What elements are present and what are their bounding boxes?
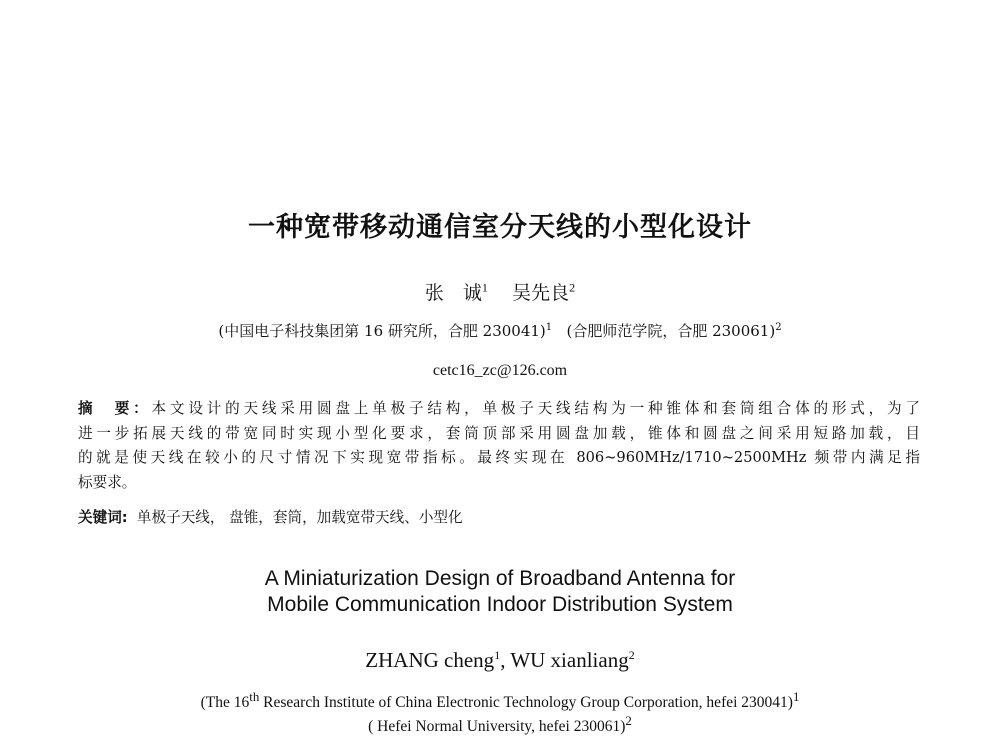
abstract-line: 标要求。: [78, 473, 137, 491]
chinese-abstract: [78, 397, 920, 495]
ordinal-suffix: th: [249, 688, 260, 704]
chinese-title: 一种宽带移动通信室分天线的小型化设计: [248, 212, 752, 243]
english-affiliation-1-sup: 1: [792, 688, 800, 704]
abstract-line: 摘 要：本文设计的天线采用圆盘上单极子结构，单极子天线结构为一种锥体和套筒组合体的形式，为了: [78, 400, 920, 417]
english-author-2: WU xianliang: [510, 648, 629, 672]
author-2-sup: 2: [569, 280, 576, 295]
affiliation-1: (中国电子科技集团第 16 研究所，合肥 230041): [218, 322, 546, 340]
abstract-line: 进一步拓展天线的带宽同时实现小型化要求，套筒顶部采用圆盘加载，锥体和圆盘之间采用短路加载，目: [78, 424, 920, 442]
english-author-1-sup: 1: [494, 648, 501, 662]
author-email: cetc16_zc@126.com: [432, 362, 568, 379]
english-author-1: ZHANG cheng: [365, 648, 495, 672]
english-title-line-2: Mobile Communication Indoor Distribution System: [267, 593, 733, 616]
english-title: [0, 566, 1000, 618]
keywords-label: 关键词:: [78, 509, 128, 526]
affiliation-2-sup: 2: [775, 322, 782, 333]
english-title-line-1: A Miniaturization Design of Broadband Antenna for: [264, 567, 736, 590]
author-2-name: 吴先良: [512, 282, 570, 304]
author-1-name: 张 诚: [424, 282, 482, 304]
chinese-keywords: [78, 506, 463, 527]
affiliation-1-sup: 1: [545, 322, 553, 333]
english-author-2-sup: 2: [628, 648, 635, 662]
abstract-label: 摘 要：: [78, 400, 152, 417]
chinese-authors: [0, 278, 1000, 305]
english-authors: [0, 648, 1000, 673]
affiliation-2: (合肥师范学院，合肥 230061): [566, 322, 776, 340]
english-affiliation-1: (The 16th Research Institute of China Electronic Technology Group Corporation, hefei 230041)$^1$: [200, 688, 800, 711]
abstract-line: 的就是使天线在较小的尺寸情况下实现宽带指标。最终实现在 806~960MHz/1710~2500MHz 频带内满足指: [78, 449, 920, 466]
chinese-affiliations: [0, 320, 1000, 341]
author-separator: ,: [500, 648, 511, 672]
author-1-sup: 1: [481, 280, 488, 295]
english-affiliation-2-sup: 2: [625, 712, 632, 728]
keywords-text: 单极子天线， 盘锥，套筒，加载宽带天线、小型化: [136, 509, 463, 526]
english-affiliation-2: ( Hefei Normal University, hefei 230061)$^2$: [368, 712, 632, 735]
